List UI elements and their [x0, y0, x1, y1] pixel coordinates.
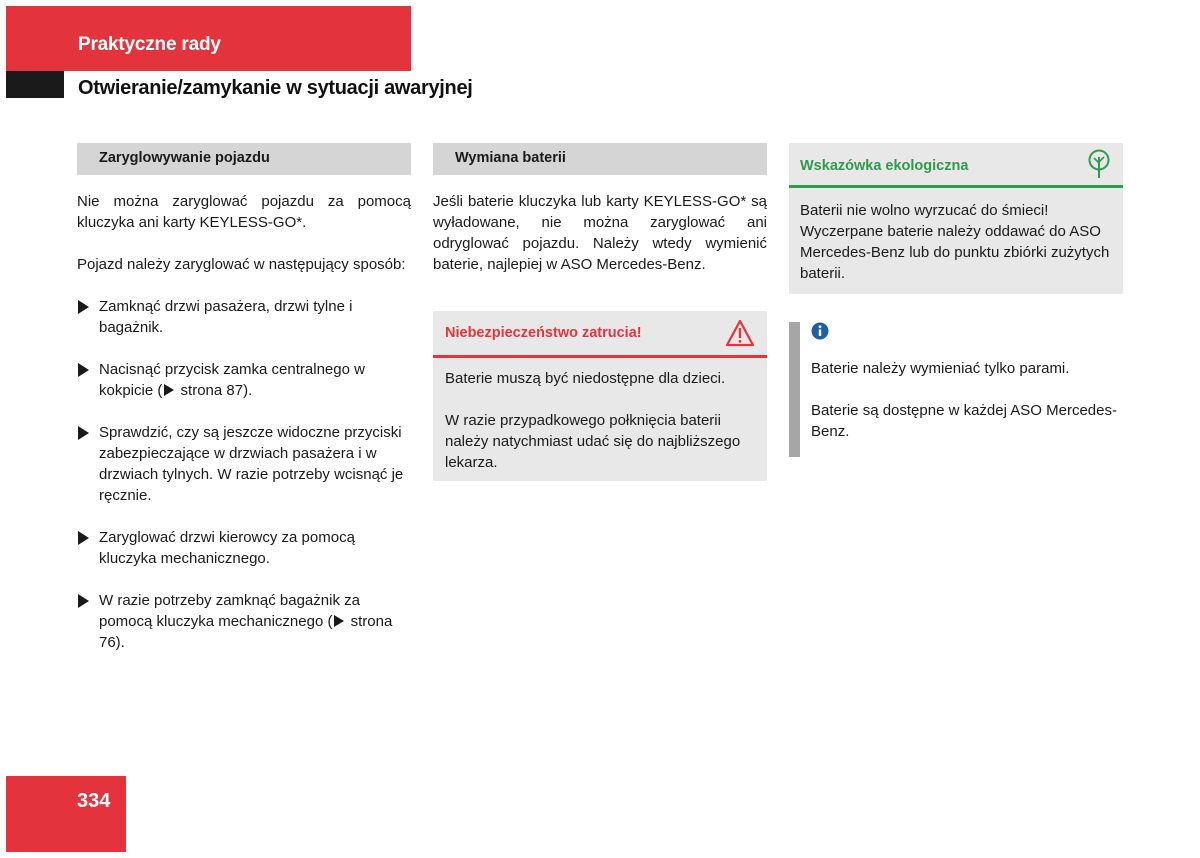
step-item: [77, 422, 411, 506]
arrow-bullet-icon: [78, 300, 89, 314]
battery-intro: Jeśli baterie kluczyka lub karty KEYLESS-GO* są wyładowane, nie można zaryglować ani odryglować pojazdu. Należy wtedy wymienić baterie, najlepiej w ASO Mercedes-Benz.: [433, 193, 767, 273]
eco-title: Wskazówka ekologiczna: [800, 158, 969, 174]
arrow-bullet-icon: [78, 531, 89, 545]
info-side-bar: [789, 322, 800, 457]
warning-body: [433, 358, 767, 473]
step-item: [77, 527, 411, 569]
info-text-1: Baterie należy wymieniać tylko parami.: [811, 360, 1070, 377]
warning-title: Niebezpieczeństwo zatrucia!: [445, 325, 642, 341]
header-black-tab: [6, 71, 64, 98]
step-item: [77, 359, 411, 401]
page-title: Otwieranie/zamykanie w sytuacji awaryjnej: [78, 77, 473, 99]
step-text: Nacisnąć przycisk zamka centralnego w kokpicie (: [99, 361, 365, 399]
step-item: [77, 590, 411, 653]
reference-arrow-icon: [334, 615, 344, 627]
eco-text: Baterii nie wolno wyrzucać do śmieci! Wyczerpane baterie należy oddawać do ASO Mercedes-Benz lub do punktu zbiórki zużytych baterii.: [800, 202, 1110, 282]
page-number-box: [6, 776, 126, 852]
info-text-2: Baterie są dostępne w każdej ASO Mercedes-Benz.: [811, 402, 1117, 440]
locking-lead: Pojazd należy zaryglować w następujący sposób:: [77, 256, 406, 273]
column-notes: [789, 143, 1123, 456]
tree-icon: [1087, 149, 1111, 179]
arrow-bullet-icon: [78, 594, 89, 608]
column-battery: [433, 143, 767, 481]
arrow-bullet-icon: [78, 363, 89, 377]
warning-box: [433, 311, 767, 481]
arrow-bullet-icon: [78, 426, 89, 440]
warning-triangle-icon: [725, 319, 755, 347]
page-number: 334: [77, 790, 111, 812]
locking-steps: [77, 296, 411, 653]
warning-header: [433, 311, 767, 358]
step-text: Sprawdzić, czy są jeszcze widoczne przyciski zabezpieczające w drzwiach pasażera i w drzwiach tylnych. W razie potrzeby wcisnąć je ręcznie.: [99, 424, 404, 504]
page-reference[interactable]: strona 87).: [180, 382, 253, 399]
step-text: Zaryglować drzwi kierowcy za pomocą kluczyka mechanicznego.: [99, 529, 355, 567]
column-locking: [77, 143, 411, 674]
step-item: [77, 296, 411, 338]
info-note-box: [789, 322, 1123, 456]
eco-header: [789, 143, 1123, 188]
step-text: Zamknąć drzwi pasażera, drzwi tylne i bagażnik.: [99, 298, 353, 336]
eco-note-box: [789, 143, 1123, 294]
warning-text-2: W razie przypadkowego połknięcia baterii należy natychmiast udać się do najbliższego lekarza.: [445, 412, 741, 471]
heading-locking: Zaryglowywanie pojazdu: [77, 143, 411, 175]
eco-body: [789, 188, 1123, 284]
reference-arrow-icon: [164, 384, 174, 396]
warning-text-1: Baterie muszą być niedostępne dla dzieci.: [445, 370, 726, 387]
step-text: W razie potrzeby zamknąć bagażnik za pomocą kluczyka mechanicznego (: [99, 592, 360, 630]
heading-battery: Wymiana baterii: [433, 143, 767, 175]
page-reference[interactable]: strona 76).: [99, 613, 393, 651]
info-icon: [811, 322, 1123, 344]
locking-intro: Nie można zaryglować pojazdu za pomocą kluczyka ani karty KEYLESS-GO*.: [77, 193, 411, 231]
section-title: Praktyczne rady: [78, 34, 221, 55]
section-header-band: [6, 6, 411, 71]
